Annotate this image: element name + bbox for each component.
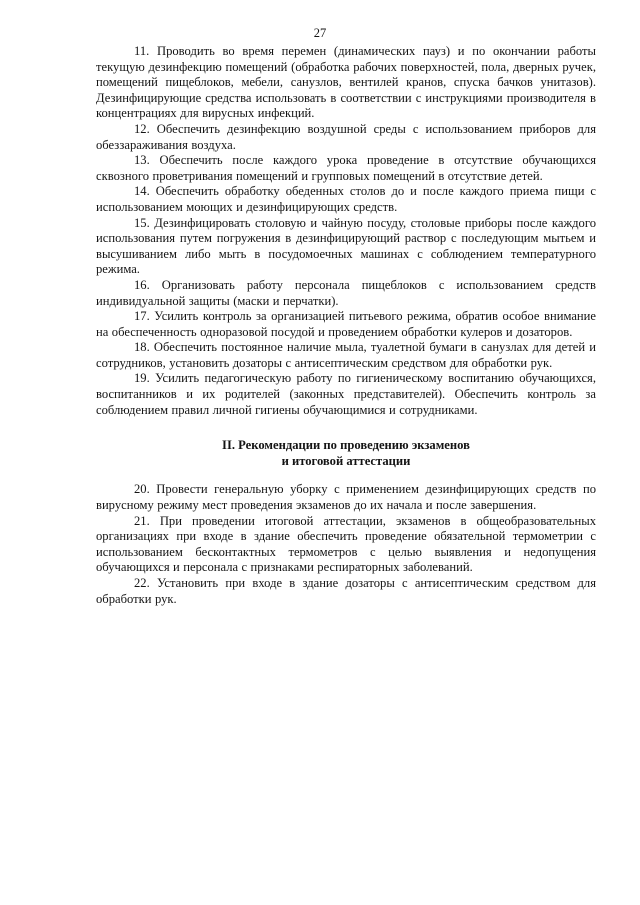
section-spacer	[96, 469, 596, 482]
recommendations-list-part1	[96, 44, 596, 418]
list-item-16: 16. Организовать работу персонала пищеблоков с использованием средств индивидуальной защиты (маски и перчатки).	[96, 277, 596, 308]
list-item-14: 14. Обеспечить обработку обеденных столов до и после каждого приема пищи с использованием моющих и дезинфицирующих средств.	[96, 184, 596, 214]
list-item-13: 13. Обеспечить после каждого урока проведение в отсутствие обучающихся сквозного проветривания помещений и групповых помещений в отсутствие детей.	[96, 153, 596, 183]
list-item-15: 15. Дезинфицировать столовую и чайную посуду, столовые приборы после каждого использования путем погружения в дезинфицирующий раствор с последующим мытьем и высушиванием либо мыть в посудомоечных машинах с соблюдением температурного режима.	[96, 215, 596, 277]
recommendations-list-part2	[96, 482, 596, 607]
list-item-21: 21. При проведении итоговой аттестации, экзаменов в общеобразовательных организациях при входе в здание обеспечить проведение обязательной термометрии с использованием бесконтактных термометров с целью выявления и недопущения обучающихся и персонала с признаками респираторных заболеваний.	[96, 513, 596, 575]
section-heading-line1: II. Рекомендации по проведению экзаменов	[222, 438, 470, 453]
page-number: 27	[313, 26, 327, 40]
list-item-20: 20. Провести генеральную уборку с применением дезинфицирующих средств по вирусному режиму мест проведения экзаменов до их начала и после завершения.	[96, 482, 596, 513]
list-item-17: 17. Усилить контроль за организацией питьевого режима, обратив особое внимание на обеспеченность одноразовой посудой и проведением обработки кулеров и дозаторов.	[96, 309, 596, 339]
list-item-12: 12. Обеспечить дезинфекцию воздушной среды с использованием приборов для обеззараживания воздуха.	[96, 121, 596, 152]
document-body	[96, 44, 596, 607]
list-item-19: 19. Усилить педагогическую работу по гигиеническому воспитанию обучающихся, воспитанников и их родителей (законных представителей). Обеспечить контроль за соблюдением правил личной гигиены обучающимися и сотрудниками.	[96, 371, 596, 417]
section-heading-line2: и итоговой аттестации	[281, 453, 411, 468]
list-item-18: 18. Обеспечить постоянное наличие мыла, туалетной бумаги в санузлах для детей и сотрудников, установить дозаторы с антисептическим средством для обработки рук.	[96, 340, 596, 370]
section-heading	[96, 438, 596, 469]
list-item-11: 11. Проводить во время перемен (динамических пауз) и по окончании работы текущую дезинфекцию помещений (обработка рабочих поверхностей, пола, дверных ручек, помещений пищеблоков, мебели, санузлов, вентилей кранов, спуска бачков унитазов). Дезинфицирующие средства использовать в соответствии с инструкциями производителя в концентрациях для вирусных инфекций.	[96, 44, 596, 121]
list-item-22: 22. Установить при входе в здание дозаторы с антисептическим средством для обработки рук.	[96, 576, 596, 606]
